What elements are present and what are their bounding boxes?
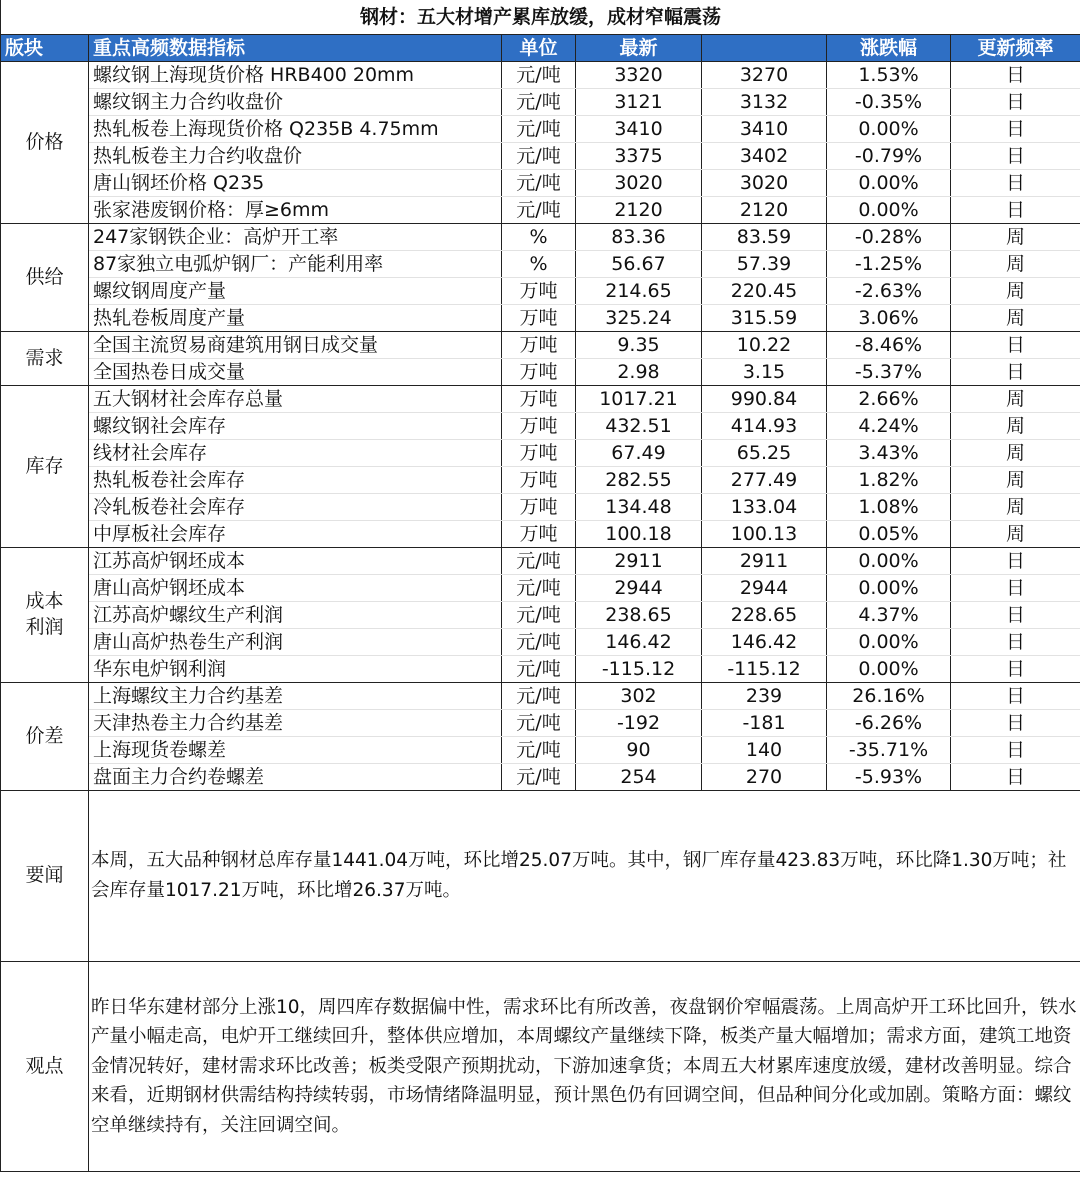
table-row — [1, 386, 1080, 413]
indicator-cell: 张家港废钢价格：厚≥6mm — [89, 197, 502, 224]
previous-cell: 220.45 — [702, 278, 827, 305]
viewpoint-row — [1, 962, 1080, 1172]
table-row — [1, 548, 1080, 575]
latest-cell: 238.65 — [576, 602, 702, 629]
previous-cell: 3020 — [702, 170, 827, 197]
previous-cell: 65.25 — [702, 440, 827, 467]
latest-cell: 83.36 — [576, 224, 702, 251]
unit-cell: % — [502, 224, 576, 251]
table-row — [1, 359, 1080, 386]
frequency-cell: 日 — [951, 656, 1080, 683]
news-label: 要闻 — [1, 791, 89, 962]
table-row — [1, 143, 1080, 170]
latest-cell: 2911 — [576, 548, 702, 575]
previous-cell: 315.59 — [702, 305, 827, 332]
table-row — [1, 116, 1080, 143]
change-cell: 3.06% — [827, 305, 951, 332]
table-row — [1, 332, 1080, 359]
frequency-cell: 周 — [951, 305, 1080, 332]
table-row — [1, 440, 1080, 467]
previous-cell: 277.49 — [702, 467, 827, 494]
unit-cell: 元/吨 — [502, 170, 576, 197]
viewpoint-label: 观点 — [1, 962, 89, 1172]
header-indicator: 重点高频数据指标 — [89, 35, 502, 62]
change-cell: -8.46% — [827, 332, 951, 359]
table-row — [1, 521, 1080, 548]
frequency-cell: 周 — [951, 467, 1080, 494]
frequency-cell: 日 — [951, 359, 1080, 386]
latest-cell: 9.35 — [576, 332, 702, 359]
unit-cell: 元/吨 — [502, 548, 576, 575]
previous-cell: 2120 — [702, 197, 827, 224]
indicator-cell: 热轧板卷社会库存 — [89, 467, 502, 494]
table-row — [1, 764, 1080, 791]
latest-cell: 432.51 — [576, 413, 702, 440]
table-row — [1, 575, 1080, 602]
unit-cell: 元/吨 — [502, 575, 576, 602]
previous-cell: 3402 — [702, 143, 827, 170]
unit-cell: 元/吨 — [502, 764, 576, 791]
latest-cell: 67.49 — [576, 440, 702, 467]
page-title: 钢材：五大材增产累库放缓，成材窄幅震荡 — [1, 0, 1080, 35]
unit-cell: 万吨 — [502, 440, 576, 467]
header-row — [1, 35, 1080, 62]
latest-cell: 3020 — [576, 170, 702, 197]
indicator-cell: 冷轧板卷社会库存 — [89, 494, 502, 521]
change-cell: 0.00% — [827, 170, 951, 197]
header-unit: 单位 — [502, 35, 576, 62]
indicator-cell: 螺纹钢主力合约收盘价 — [89, 89, 502, 116]
frequency-cell: 日 — [951, 737, 1080, 764]
header-previous — [702, 35, 827, 62]
previous-cell: 414.93 — [702, 413, 827, 440]
category-cell: 价格 — [1, 62, 89, 224]
change-cell: 0.00% — [827, 116, 951, 143]
latest-cell: 3121 — [576, 89, 702, 116]
unit-cell: 万吨 — [502, 413, 576, 440]
unit-cell: 元/吨 — [502, 602, 576, 629]
change-cell: 1.53% — [827, 62, 951, 89]
latest-cell: 1017.21 — [576, 386, 702, 413]
frequency-cell: 日 — [951, 197, 1080, 224]
frequency-cell: 日 — [951, 629, 1080, 656]
indicator-cell: 247家钢铁企业：高炉开工率 — [89, 224, 502, 251]
unit-cell: 万吨 — [502, 359, 576, 386]
frequency-cell: 周 — [951, 224, 1080, 251]
latest-cell: 2.98 — [576, 359, 702, 386]
previous-cell: 990.84 — [702, 386, 827, 413]
frequency-cell: 日 — [951, 116, 1080, 143]
table-row — [1, 251, 1080, 278]
indicator-cell: 唐山高炉热卷生产利润 — [89, 629, 502, 656]
unit-cell: 元/吨 — [502, 710, 576, 737]
indicator-cell: 唐山高炉钢坯成本 — [89, 575, 502, 602]
frequency-cell: 日 — [951, 710, 1080, 737]
table-row — [1, 170, 1080, 197]
previous-cell: 3410 — [702, 116, 827, 143]
unit-cell: 万吨 — [502, 494, 576, 521]
category-cell: 价差 — [1, 683, 89, 791]
indicator-cell: 华东电炉钢利润 — [89, 656, 502, 683]
previous-cell: 2944 — [702, 575, 827, 602]
unit-cell: % — [502, 251, 576, 278]
unit-cell: 元/吨 — [502, 737, 576, 764]
category-cell: 供给 — [1, 224, 89, 332]
table-row — [1, 602, 1080, 629]
change-cell: 2.66% — [827, 386, 951, 413]
unit-cell: 元/吨 — [502, 116, 576, 143]
previous-cell: 10.22 — [702, 332, 827, 359]
unit-cell: 元/吨 — [502, 89, 576, 116]
table-row — [1, 305, 1080, 332]
frequency-cell: 周 — [951, 386, 1080, 413]
indicator-cell: 江苏高炉螺纹生产利润 — [89, 602, 502, 629]
frequency-cell: 周 — [951, 251, 1080, 278]
unit-cell: 元/吨 — [502, 656, 576, 683]
indicator-cell: 螺纹钢上海现货价格 HRB400 20mm — [89, 62, 502, 89]
change-cell: -0.79% — [827, 143, 951, 170]
table-row — [1, 89, 1080, 116]
frequency-cell: 周 — [951, 494, 1080, 521]
indicator-cell: 热轧板卷上海现货价格 Q235B 4.75mm — [89, 116, 502, 143]
indicator-cell: 五大钢材社会库存总量 — [89, 386, 502, 413]
latest-cell: 3320 — [576, 62, 702, 89]
indicator-cell: 热轧板卷主力合约收盘价 — [89, 143, 502, 170]
table-row — [1, 62, 1080, 89]
frequency-cell: 日 — [951, 602, 1080, 629]
table-row — [1, 413, 1080, 440]
category-cell: 成本 利润 — [1, 548, 89, 683]
change-cell: -1.25% — [827, 251, 951, 278]
frequency-cell: 日 — [951, 332, 1080, 359]
change-cell: -5.93% — [827, 764, 951, 791]
latest-cell: 2120 — [576, 197, 702, 224]
previous-cell: -181 — [702, 710, 827, 737]
latest-cell: 146.42 — [576, 629, 702, 656]
latest-cell: 254 — [576, 764, 702, 791]
frequency-cell: 日 — [951, 683, 1080, 710]
change-cell: -2.63% — [827, 278, 951, 305]
indicator-cell: 天津热卷主力合约基差 — [89, 710, 502, 737]
table-row — [1, 683, 1080, 710]
unit-cell: 万吨 — [502, 521, 576, 548]
indicator-cell: 江苏高炉钢坯成本 — [89, 548, 502, 575]
change-cell: -6.26% — [827, 710, 951, 737]
latest-cell: 90 — [576, 737, 702, 764]
unit-cell: 万吨 — [502, 467, 576, 494]
unit-cell: 万吨 — [502, 278, 576, 305]
change-cell: 4.24% — [827, 413, 951, 440]
change-cell: -35.71% — [827, 737, 951, 764]
table-row — [1, 467, 1080, 494]
frequency-cell: 日 — [951, 89, 1080, 116]
unit-cell: 元/吨 — [502, 62, 576, 89]
indicator-cell: 热轧卷板周度产量 — [89, 305, 502, 332]
unit-cell: 元/吨 — [502, 197, 576, 224]
news-text: 本周，五大品种钢材总库存量1441.04万吨，环比增25.07万吨。其中，钢厂库存量423.83万吨，环比降1.30万吨；社会库存量1017.21万吨，环比增26.37万吨。 — [89, 791, 1080, 962]
change-cell: -0.35% — [827, 89, 951, 116]
previous-cell: -115.12 — [702, 656, 827, 683]
unit-cell: 万吨 — [502, 332, 576, 359]
latest-cell: 134.48 — [576, 494, 702, 521]
indicator-cell: 唐山钢坯价格 Q235 — [89, 170, 502, 197]
frequency-cell: 周 — [951, 440, 1080, 467]
table-row — [1, 197, 1080, 224]
frequency-cell: 周 — [951, 413, 1080, 440]
header-latest: 最新 — [576, 35, 702, 62]
indicator-cell: 全国主流贸易商建筑用钢日成交量 — [89, 332, 502, 359]
previous-cell: 239 — [702, 683, 827, 710]
frequency-cell: 日 — [951, 548, 1080, 575]
previous-cell: 270 — [702, 764, 827, 791]
previous-cell: 100.13 — [702, 521, 827, 548]
table-row — [1, 656, 1080, 683]
header-category: 版块 — [1, 35, 89, 62]
change-cell: 1.82% — [827, 467, 951, 494]
previous-cell: 3.15 — [702, 359, 827, 386]
table-row — [1, 224, 1080, 251]
previous-cell: 57.39 — [702, 251, 827, 278]
change-cell: -5.37% — [827, 359, 951, 386]
previous-cell: 3132 — [702, 89, 827, 116]
unit-cell: 元/吨 — [502, 629, 576, 656]
latest-cell: -115.12 — [576, 656, 702, 683]
latest-cell: 3375 — [576, 143, 702, 170]
indicator-cell: 全国热卷日成交量 — [89, 359, 502, 386]
change-cell: 4.37% — [827, 602, 951, 629]
unit-cell: 元/吨 — [502, 683, 576, 710]
frequency-cell: 日 — [951, 143, 1080, 170]
frequency-cell: 日 — [951, 170, 1080, 197]
latest-cell: 325.24 — [576, 305, 702, 332]
change-cell: 3.43% — [827, 440, 951, 467]
latest-cell: 100.18 — [576, 521, 702, 548]
latest-cell: 56.67 — [576, 251, 702, 278]
frequency-cell: 周 — [951, 521, 1080, 548]
latest-cell: -192 — [576, 710, 702, 737]
frequency-cell: 日 — [951, 575, 1080, 602]
indicator-cell: 线材社会库存 — [89, 440, 502, 467]
table-row — [1, 278, 1080, 305]
table-row — [1, 629, 1080, 656]
change-cell: 0.00% — [827, 197, 951, 224]
previous-cell: 83.59 — [702, 224, 827, 251]
change-cell: 0.05% — [827, 521, 951, 548]
news-row — [1, 791, 1080, 962]
latest-cell: 3410 — [576, 116, 702, 143]
change-cell: 1.08% — [827, 494, 951, 521]
frequency-cell: 周 — [951, 278, 1080, 305]
previous-cell: 3270 — [702, 62, 827, 89]
frequency-cell: 日 — [951, 62, 1080, 89]
table-row — [1, 737, 1080, 764]
previous-cell: 133.04 — [702, 494, 827, 521]
indicator-cell: 87家独立电弧炉钢厂：产能利用率 — [89, 251, 502, 278]
latest-cell: 2944 — [576, 575, 702, 602]
previous-cell: 228.65 — [702, 602, 827, 629]
header-frequency: 更新频率 — [951, 35, 1080, 62]
unit-cell: 元/吨 — [502, 143, 576, 170]
change-cell: 26.16% — [827, 683, 951, 710]
indicator-cell: 上海螺纹主力合约基差 — [89, 683, 502, 710]
unit-cell: 万吨 — [502, 305, 576, 332]
unit-cell: 万吨 — [502, 386, 576, 413]
change-cell: 0.00% — [827, 575, 951, 602]
indicator-cell: 盘面主力合约卷螺差 — [89, 764, 502, 791]
change-cell: -0.28% — [827, 224, 951, 251]
previous-cell: 140 — [702, 737, 827, 764]
change-cell: 0.00% — [827, 656, 951, 683]
header-change: 涨跌幅 — [827, 35, 951, 62]
change-cell: 0.00% — [827, 629, 951, 656]
category-cell: 库存 — [1, 386, 89, 548]
indicator-cell: 螺纹钢周度产量 — [89, 278, 502, 305]
table-row — [1, 494, 1080, 521]
table-row — [1, 710, 1080, 737]
latest-cell: 214.65 — [576, 278, 702, 305]
previous-cell: 2911 — [702, 548, 827, 575]
viewpoint-text: 昨日华东建材部分上涨10，周四库存数据偏中性，需求环比有所改善，夜盘钢价窄幅震荡。上周高炉开工环比回升，铁水产量小幅走高，电炉开工继续回升，整体供应增加，本周螺纹产量继续下降，板类产量大幅增加；需求方面，建筑工地资金情况转好，建材需求环比改善；板类受限产预期扰动，下游加速拿货；本周五大材累库速度放缓，建材改善明显。综合来看，近期钢材供需结构持续转弱，市场情绪降温明显，预计黑色仍有回调空间，但品种间分化或加剧。策略方面：螺纹空单继续持有，关注回调空间。 — [89, 962, 1080, 1172]
indicator-cell: 中厚板社会库存 — [89, 521, 502, 548]
frequency-cell: 日 — [951, 764, 1080, 791]
latest-cell: 302 — [576, 683, 702, 710]
previous-cell: 146.42 — [702, 629, 827, 656]
change-cell: 0.00% — [827, 548, 951, 575]
category-cell: 需求 — [1, 332, 89, 386]
indicator-cell: 螺纹钢社会库存 — [89, 413, 502, 440]
indicator-cell: 上海现货卷螺差 — [89, 737, 502, 764]
latest-cell: 282.55 — [576, 467, 702, 494]
